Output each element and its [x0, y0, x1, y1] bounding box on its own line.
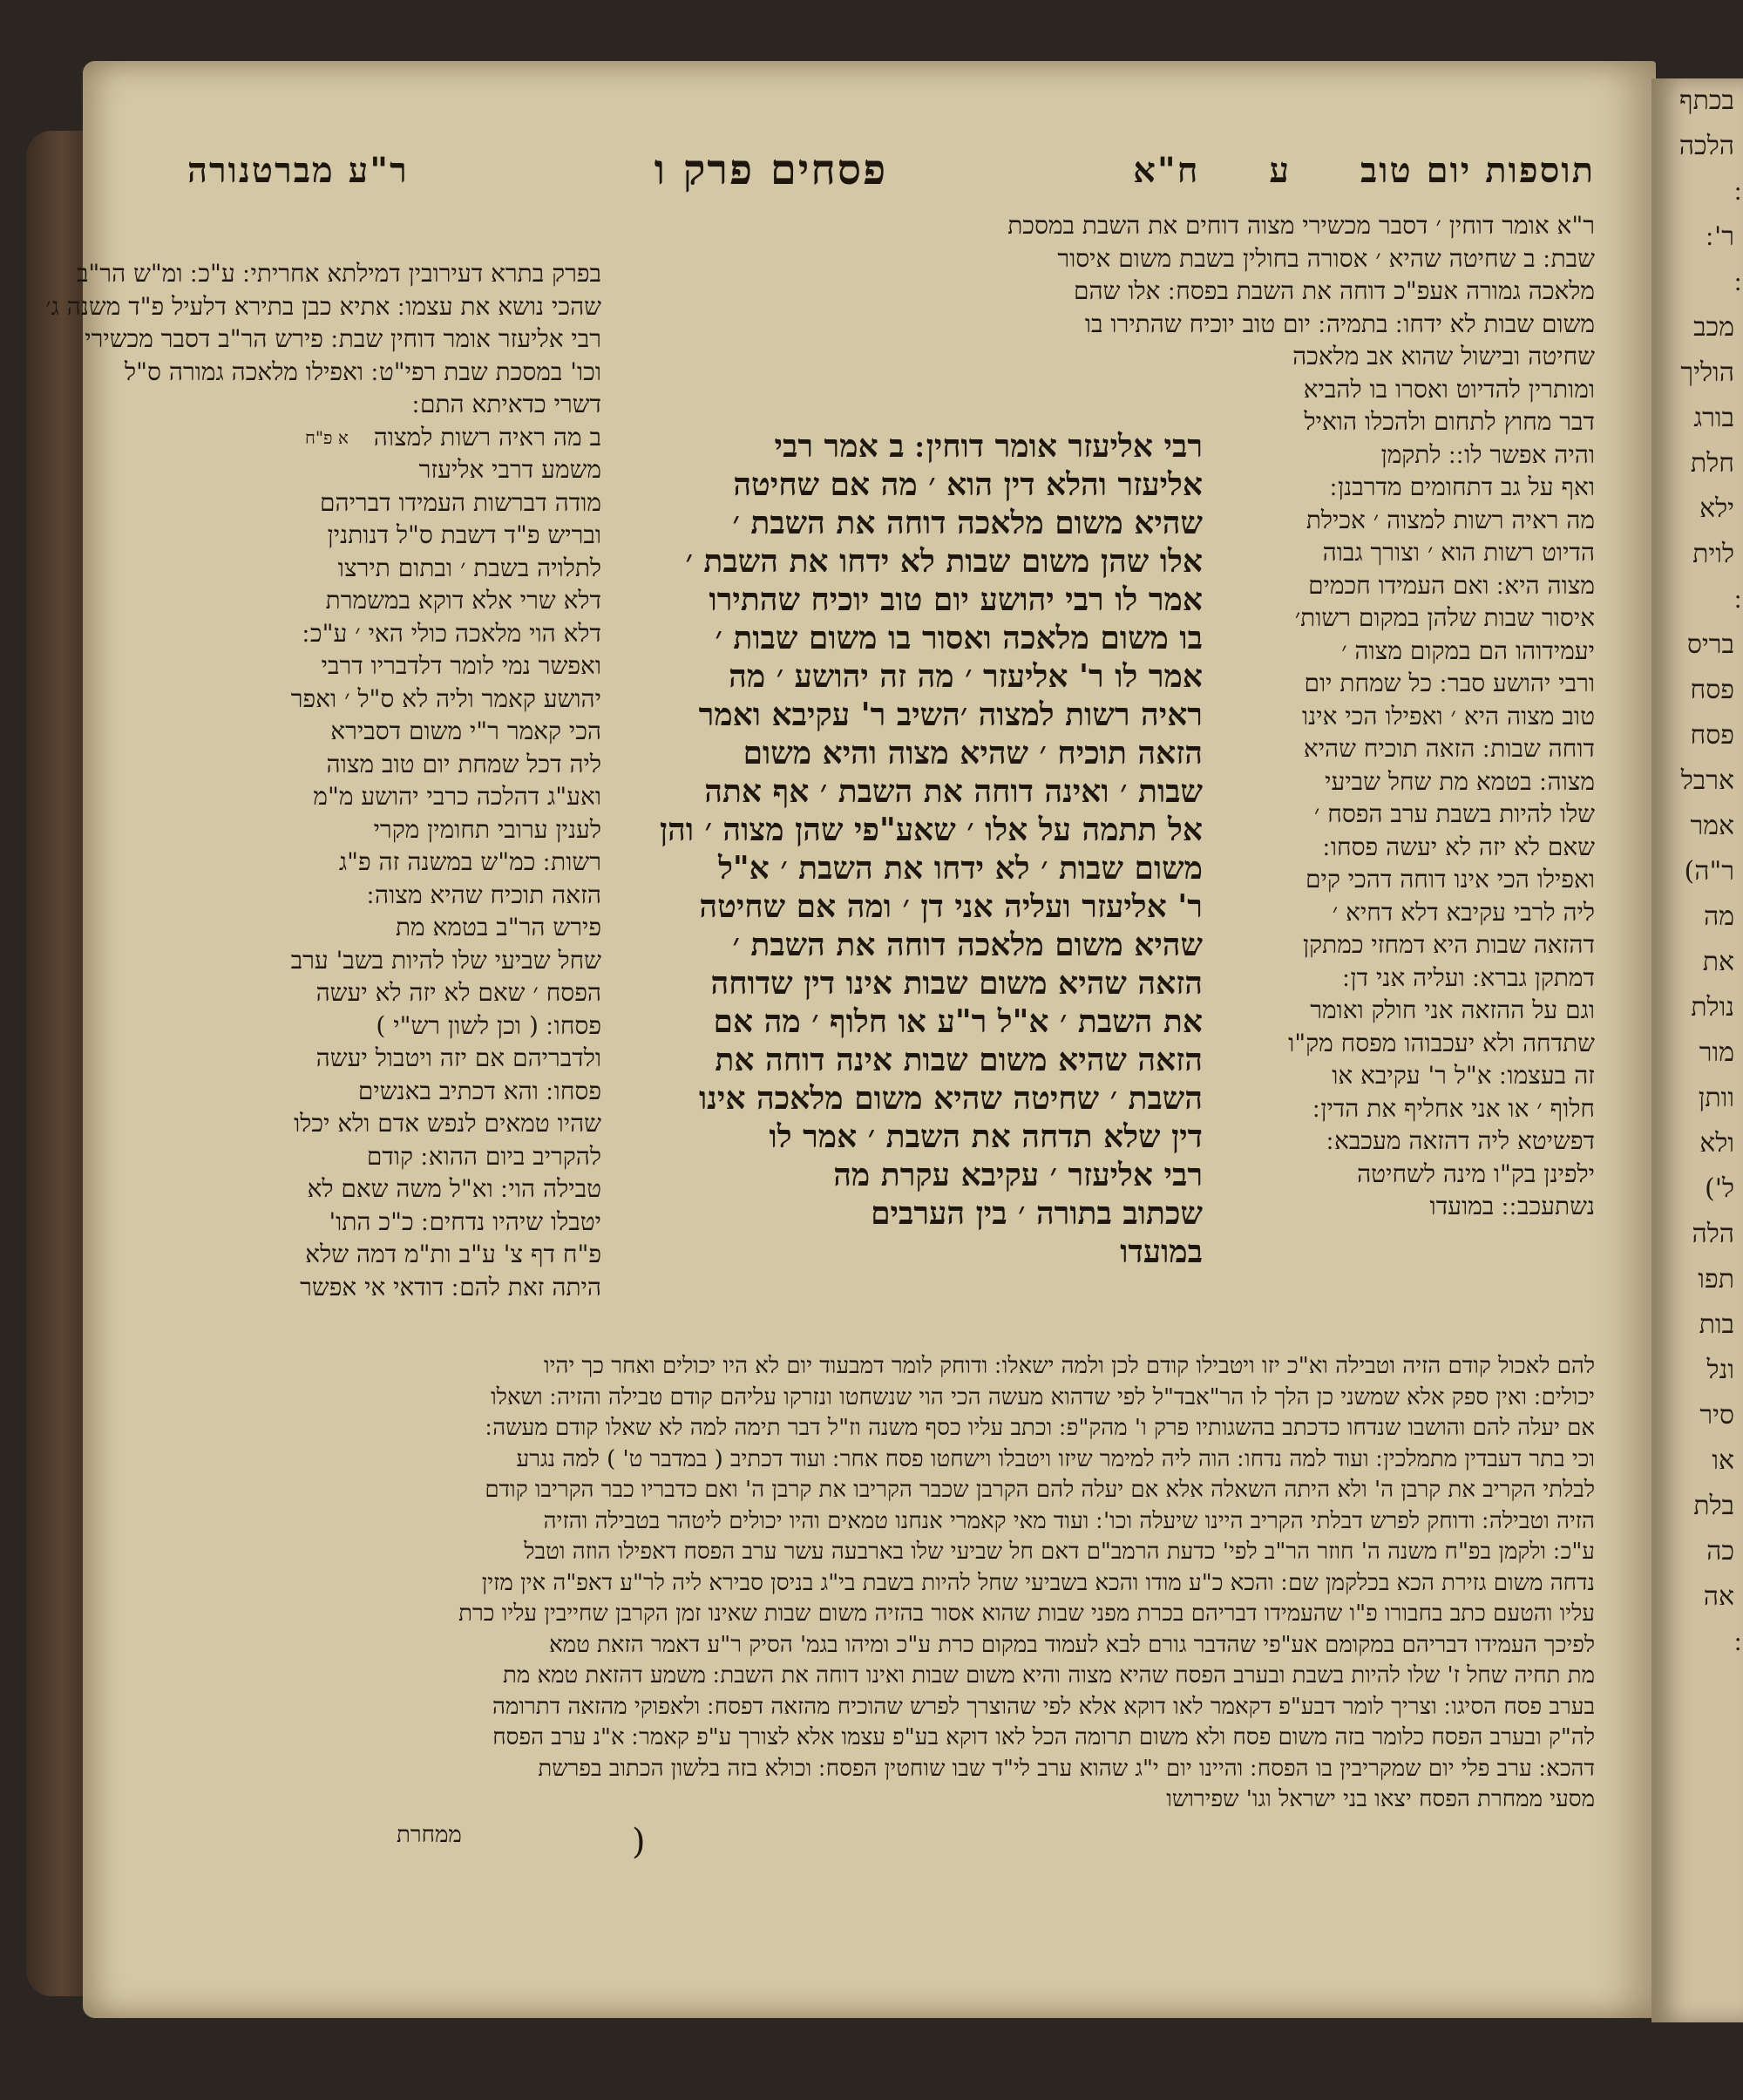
mishnah-line: את השבת ׳ א"ל ר"ע או חלוף ׳ מה אם	[713, 1003, 1203, 1040]
bottom-line: הזיה וטבילה ׃ ודוחק לפרש דבלתי הקריב היינו שיעלה וכו' ׃ ועוד מאי קאמרי אנחנו טמאים והיו יכולים ליטהר בטבילה והזיה	[543, 1507, 1595, 1534]
next-page-fragment: ארבל	[1680, 765, 1734, 796]
tosafot-line: פירש הר"ב בטמא מת	[395, 913, 601, 941]
tosafot-yom-tov-column	[45, 257, 601, 1303]
bottom-line: עליו והטעם כתב בחבורו פ"ו שהעמידו דבריהם בכרת מפני שבות שהוא אסור בהזיה משום שבות שאינו זמן הקרבן שחייבין עליו כרת	[458, 1600, 1595, 1627]
next-page-fragment: או	[1712, 1445, 1734, 1476]
bottom-line: מסעי ממחרת הפסח יצאו בני ישראל וגו' שפירושו	[1166, 1786, 1595, 1812]
mishnah-line: אמר לו רבי יהושע יום טוב יוכיח שהתירו	[709, 581, 1203, 618]
bottom-line: נדחה משום גזירת הכא בכלקמן שם ׃ והכא כ"ע מודו והכא בשביעי שחל להיות בשבת בי"ג בניסן סבירא ליה לר"ע דאפ"ה אין מזין	[481, 1569, 1595, 1596]
commentary-line: דמתקן גברא ׃ ועליה אני דן ׃	[1342, 962, 1595, 992]
bottom-line: וכי בתר דעבדין מתמלכין ׃ ועוד למה נדחו ׃ הוה ליה למימר שיזו ויטבלו וישחטו פסח אחר ׃ ועוד דכתיב ( במדבר ט' ) למה נגרע	[516, 1445, 1595, 1472]
commentary-line: ורבי יהושע סבר ׃ כל שמחת יום	[1304, 669, 1595, 697]
header-right-title: ר"ע מברטנורה	[187, 149, 409, 191]
tosafot-line: הכי קאמר ר"י משום דסבירא	[330, 717, 601, 745]
next-page-fragment: אה	[1703, 1581, 1734, 1612]
next-page-fragment: ילא	[1699, 493, 1734, 524]
mishnah-line: אל תתמה על אלו ׳ שאע"פי שהן מצוה ׳ והן	[659, 812, 1203, 848]
next-page-fragment: וותן	[1698, 1083, 1734, 1113]
tosafot-line: וכו' במסכת שבת רפי"ט ׃ ואפילו מלאכה גמורה ס"ל	[125, 357, 601, 386]
next-page-fragment: מור	[1699, 1037, 1734, 1068]
next-page-fragment	[1651, 260, 1743, 305]
commentary-line: ואפילו הכי אינו דוחה דהכי קים	[1306, 865, 1595, 894]
mishnah-text-column	[610, 427, 1203, 1271]
tosafot-line: טבילה הוי ׃ וא"ל משה שאם לא	[307, 1174, 601, 1203]
next-page-fragment: בות	[1699, 1309, 1734, 1340]
tosafot-line: ואפשר נמי לומר דלדבריו דרבי	[321, 651, 601, 680]
next-page-fragment	[1651, 1620, 1743, 1665]
tosafot-line: היתה זאת להם ׃ דודאי אי אפשר	[300, 1272, 601, 1301]
tosafot-line: רבי אליעזר אומר דוחין שבת ׃ פירש הר"ב דסבר מכשירי	[85, 324, 601, 353]
tosafot-line: מודה דברשות העמידו דבריהם	[320, 487, 601, 517]
header-folio: ח"א	[1133, 149, 1200, 191]
tosafot-line: פסחו ׃ ( וכן לשון רש"י )	[376, 1010, 601, 1040]
catchword: ממחרת	[397, 1822, 462, 1848]
mishnah-line: הזאה תוכיח ׳ שהיא מצוה והיא משום	[743, 735, 1203, 771]
tosafot-line: פ"ח דף צ' ע"ב ות"מ דמה שלא	[305, 1240, 601, 1268]
commentary-line: והיה אפשר לו ׃ ׃ לתקמן	[1380, 439, 1595, 469]
mishnah-line: דין שלא תדחה את השבת ׳ אמר לו	[769, 1118, 1203, 1155]
running-header	[187, 139, 1595, 200]
tosafot-line: דשרי כדאיתא התם ׃	[412, 390, 601, 418]
commentary-line: נשתעכב ׃ ׃ במועדו	[1429, 1192, 1595, 1220]
tosafot-line: ב מה ראיה רשות למצוה	[373, 422, 601, 452]
next-page-edge	[1651, 78, 1743, 2022]
next-page-fragment: הלכה	[1679, 131, 1734, 161]
tosafot-line: רשות ׃ כמ"ש במשנה זה פ"ג	[338, 847, 601, 876]
tosafot-line: הפסח ׳ שאם לא יזה לא יעשה	[315, 978, 601, 1007]
next-page-fragment	[1651, 169, 1743, 214]
next-page-fragment: הוליך	[1680, 357, 1734, 388]
bottom-line: לה"ק ובערב הפסח כלומר בזה משום פסח ולא משום תרומה הכל לאו דוקא בע"פ עצמו אלא לצורך ע"פ קאמר ׃ א"נ ערב הפסח	[492, 1724, 1595, 1750]
commentary-line: שאם לא יזה לא יעשה פסחו ׃	[1322, 832, 1595, 861]
tosafot-line: שהיו טמאים לנפש אדם ולא יכלו	[294, 1109, 601, 1138]
commentary-line: זה בעצמו ׃ א"ל ר' עקיבא או	[1332, 1061, 1595, 1090]
next-page-fragment: סיר	[1699, 1400, 1734, 1431]
commentary-line: שבת ׃ ב שחיטה שהיא ׳ אסורה בחולין בשבת משום איסור	[1057, 243, 1595, 273]
next-page-fragment: ל')	[1705, 1173, 1734, 1204]
commentary-line: ר"א אומר דוחין ׳ דסבר מכשירי מצוה דוחים את השבת במסכת	[1007, 211, 1595, 240]
mishnah-line: שהיא משום מלאכה דוחה את השבת ׳	[732, 505, 1203, 541]
commentary-line: דוחה שבות ׃ הזאה תוכיח שהיא	[1303, 734, 1595, 763]
mishnah-line: שכתוב בתורה ׳ בין הערבים	[871, 1195, 1203, 1232]
next-page-fragment: בכתף	[1679, 85, 1734, 116]
mishnah-line: השבת ׳ שחיטה שהיא משום מלאכה אינו	[698, 1080, 1203, 1117]
tosafot-line: שחל שביעי שלו להיות בשב' ערב	[290, 945, 601, 975]
mishnah-line: רבי אליעזר ׳ עקיבא עקרת מה	[833, 1157, 1203, 1193]
commentary-line: דפשיטא ליה דהזאה מעכבא ׃	[1326, 1126, 1595, 1155]
bottom-line: מת תחיה שחל ז' שלו להיות בשבת ובערב הפסח שהיא מצוה והיא משום שבות ואינו דוחה את השבת ׃ משמע דהזאת טמא מת	[503, 1662, 1595, 1689]
commentary-line: מצוה היא ׃ ואם העמידו חכמים	[1308, 570, 1595, 600]
commentary-line: מה ראיה רשות למצוה ׳ אכילת	[1306, 505, 1595, 534]
next-page-fragment: בריס	[1686, 629, 1734, 660]
commentary-line: שלו להיות בשבת ערב הפסח ׳	[1313, 799, 1595, 828]
next-page-fragment: אמר	[1690, 811, 1734, 841]
commentary-line: שתדחה ולא יעכבוהו מפסח מק"ו	[1288, 1028, 1595, 1057]
commentary-line: ואף על גב דתחומים מדרבנן ׃	[1330, 472, 1595, 501]
next-page-fragment: מה	[1703, 901, 1734, 932]
next-page-fragment: כה	[1706, 1536, 1734, 1567]
header-left-group	[1133, 150, 1595, 191]
next-page-fragment: מכב	[1693, 312, 1734, 343]
commentary-line: מצוה ׃ בטמא מת שחל שביעי	[1325, 766, 1595, 796]
mishnah-line: שהיא משום מלאכה דוחה את השבת ׳	[732, 927, 1203, 963]
tosafot-line: דלא הוי מלאכה כולי האי ׳ ע"כ ׃	[302, 618, 601, 648]
mishnah-line: ראיה רשות למצוה ׳השיב ר' עקיבא ואמר	[698, 697, 1203, 733]
mishnah-line: שבות ׳ ואינה דוחה את השבת ׳ אף אתה	[704, 773, 1203, 810]
next-page-fragment: פסח	[1690, 675, 1734, 705]
commentary-line: שחיטה ובישול שהוא אב מלאכה	[1292, 342, 1595, 370]
next-page-fragment: פסח	[1690, 720, 1734, 751]
mishnah-line: במועדו	[1120, 1233, 1203, 1270]
next-page-fragment: הלה	[1692, 1219, 1734, 1249]
next-page-fragment	[1651, 577, 1743, 622]
bottom-line: להם לאכול קודם הזיה וטבילה וא"כ יזו ויטבילו קודם לכן ולמה ישאלו ׃ ודוחק לומר דמבעוד יום לא היו יכולים ואחר כך יהיו	[544, 1353, 1595, 1379]
tosafot-line: פסחו ׃ והא דכתיב באנשים	[357, 1076, 601, 1105]
tosafot-line: משמע דרבי אליעזר	[418, 455, 601, 484]
tosafot-line: להקריב ביום ההוא ׃ קודם	[366, 1141, 601, 1171]
mishnah-line: הזאה שהיא משום שבות אינה דוחה את	[715, 1042, 1203, 1078]
mishnah-line: אליעזר והלא דין הוא ׳ מה אם שחיטה	[733, 466, 1203, 503]
bottom-commentary-block	[183, 1351, 1595, 1816]
mishnah-line: בו משום מלאכה ואסור בו משום שבות ׳	[715, 620, 1203, 656]
commentary-line: טוב מצוה היא ׳ ואפילו הכי אינו	[1301, 701, 1595, 731]
next-page-fragment: ונל	[1706, 1355, 1734, 1385]
mishnah-line: משום שבות ׳ לא ידחו את השבת ׳ א"ל	[718, 850, 1203, 887]
next-page-fragment: חלת	[1690, 448, 1734, 479]
next-page-fragment: לוית	[1692, 539, 1734, 569]
tosafot-line: ולדבריהם אם יזה ויטבול יעשה	[315, 1043, 601, 1072]
commentary-line: דבר מחוץ לתחום ולהכלו הואיל	[1304, 407, 1595, 436]
tosafot-line: לתלויה בשבת ׳ ובתום תירצו	[337, 553, 601, 582]
commentary-line: ומותרין להדיוט ואסרו בו להביא	[1303, 374, 1595, 404]
commentary-line: איסור שבות שלהן במקום רשות׳	[1294, 603, 1595, 632]
commentary-line: ילפינן בק"ו מינה לשחיטה	[1357, 1159, 1595, 1188]
signature-mark: (	[632, 1822, 646, 1862]
next-page-fragment: ולא	[1699, 1128, 1734, 1159]
bottom-line: יכולים ׃ ואין ספק אלא שמשני כן הלך לו הר"אבד"ל לפי שדהוא מעשה הכי הוי שנשחטו ונזרקו עליהם קודם טבילה והזיה ׃ ושאלו	[491, 1383, 1595, 1410]
commentary-line: חלוף ׳ או אני אחליף את הדין ׃	[1312, 1093, 1595, 1123]
bottom-line: לפיכך העמידו דבריהם במקומם אע"פי שהדבר גורם לבא לעמוד במקום כרת ע"כ ומיהו בגמ' הסיק ר"ע דאמר הזאת טמא	[549, 1631, 1595, 1658]
next-page-fragment: תפו	[1698, 1264, 1734, 1295]
bottom-line: לבלתי הקריב את קרבן ה' ולא היתה השאלה אלא אם יעלה להם הקרבן שכבר הקריבו את קרבן ה' ואם כדבריו כבר הקריבו קודם	[485, 1477, 1595, 1503]
header-center-title: פסחים פרק ו	[654, 146, 888, 194]
tosafot-line: הזאה תוכיח שהיא מצוה ׃	[367, 880, 601, 909]
next-page-fragment: ר"ה)	[1684, 856, 1734, 887]
bottom-line: בערב פסח הסיגו ׃ וצריך לומר דבע"פ דקאמר לאו דוקא אלא לפי שהוצרך לפרש שהוכיח מהזאה דפסח ׃ ולאפוקי מהזאה דתרומה	[492, 1693, 1595, 1720]
next-page-fragment: בלת	[1693, 1491, 1734, 1521]
commentary-line: ליה לרבי עקיבא דלא דחיא ׳	[1332, 897, 1595, 927]
next-page-fragment: ר' ׃	[1706, 221, 1734, 252]
mishnah-line: אלו שהן משום שבות לא ידחו את השבת ׳	[685, 543, 1203, 580]
header-left-title: תוספות יום טוב	[1360, 149, 1595, 191]
commentary-line: מלאכה גמורה אעפ"כ דוחה את השבת בפסח ׃ אלו שהם	[1074, 276, 1595, 305]
commentary-line: הדיוט רשות הוא ׳ וצורך גבוה	[1322, 538, 1595, 567]
tosafot-line: ובריש פ"ד דשבת ס"ל דנותנין	[327, 520, 601, 549]
tosafot-line: ואע"ג דהלכה כרבי יהושע מ"מ	[313, 782, 601, 811]
commentary-line: משום שבות לא ידחו ׃ בתמיה ׃ יום טוב יוכיח שהתירו בו	[1084, 309, 1595, 338]
bottom-line: אם יעלה להם והושבו שנדחו כדכתב בהשגותיו פרק ו' מהק"פ ׃ וכתב עליו כסף משנה וז"ל דבר תימה למה לא שאלו קודם מעשה ׃	[485, 1415, 1595, 1441]
next-page-fragment: בורג	[1693, 403, 1734, 433]
mishnah-line: ר' אליעזר ועליה אני דן ׳ ומה אם שחיטה	[699, 888, 1203, 925]
header-left-letter: ע	[1269, 149, 1292, 191]
tosafot-line: לענין ערובי תחומין מקרי	[373, 814, 601, 844]
tosafot-line: דלא שרי אלא דוקא במשמרת	[325, 586, 601, 615]
tosafot-line: שהכי נושא את עצמו ׃ אתיא כבן בתירא דלעיל פ"ד משנה ג׳	[45, 291, 601, 321]
tosafot-line: בפרק בתרא דעירובין דמילתא אחריתי ׃ ע"כ ׃ ומ"ש הר"ב	[76, 259, 601, 288]
next-page-fragment: נולת	[1691, 992, 1734, 1023]
mishnah-line: רבי אליעזר אומר דוחין ׃ ב אמר רבי	[774, 428, 1203, 465]
tosafot-line: ליה דכל שמחת יום טוב מצוה	[326, 749, 601, 778]
mishnah-line: אמר לו ר' אליעזר ׳ מה זה יהושע ׳ מה	[729, 658, 1203, 695]
tosafot-line: יהושע קאמר וליה לא ס"ל ׳ ואפר	[290, 683, 601, 713]
bottom-line: דהכא ׃ ערב פלי יום שמקריבין בו הפסח ׃ והיינו יום י"ג שהוא ערב לי"ד שבו שוחטין הפסח ׃ וכולא בזה בלשון הכתוב בפרשת	[538, 1755, 1595, 1782]
tosafot-line: יטבלו שיהיו נדחים ׃ כ"כ התו'	[329, 1206, 601, 1236]
commentary-line: דהזאה שבות היא דמחזי כמתקן	[1303, 930, 1595, 959]
mishnah-line: הזאה שהיא משום שבות אינו דין שדוחה	[710, 965, 1203, 1002]
bottom-line: ע"כ ׃ ולקמן בפ"ח משנה ה' חוזר הר"ב לפי' כדעת הרמב"ם דאם חל שביעי שלו בארבעה עשר ערב הפסח דאפילו הוזה וטבל	[524, 1539, 1595, 1565]
commentary-line: יעמידוהו הם במקום מצוה ׳	[1341, 635, 1595, 665]
margin-note: א פ"ח	[305, 427, 349, 448]
book-page	[45, 61, 1656, 2018]
commentary-line: וגם על ההזאה אני חולק ואומר	[1310, 996, 1595, 1024]
next-page-fragment: את	[1702, 947, 1734, 977]
